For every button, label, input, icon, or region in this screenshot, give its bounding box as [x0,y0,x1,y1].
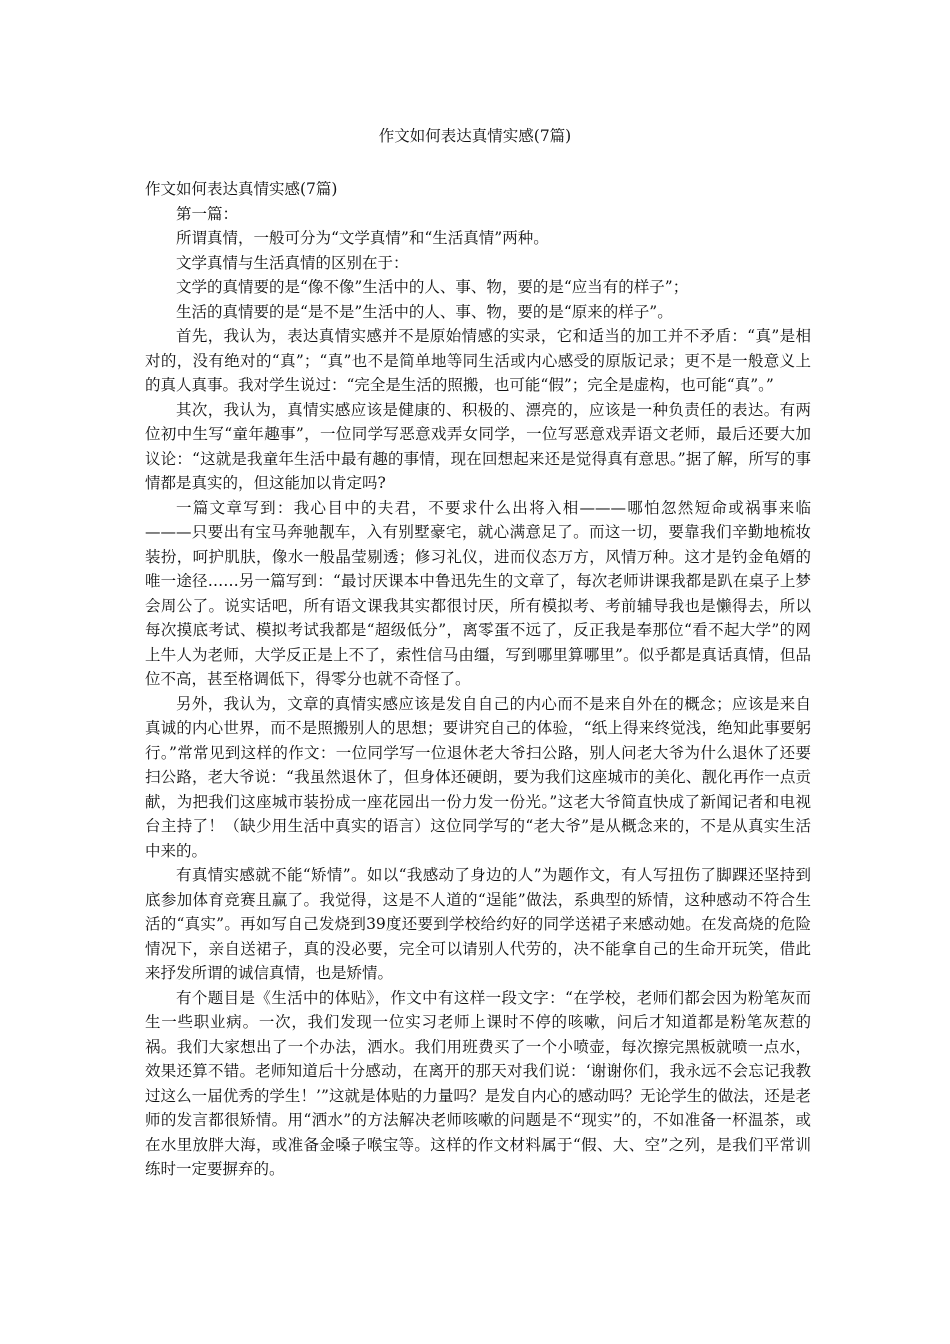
paragraph: 所谓真情，一般可分为“文学真情”和“生活真情”两种。 [176,229,549,247]
paragraph: 第一篇： [176,204,239,223]
document-heading: 作文如何表达真情实感(7篇) [145,180,338,198]
page-title: 作文如何表达真情实感(7篇) [378,127,572,145]
paragraph: 一篇文章写到：我心目中的夫君，不要求什么出将入相———哪怕忽然短命或祸事来临———只要出有宝马奔驰靓车，入有别墅豪宅，就心满意足了。而这一切，要靠我们辛勤地梳妆装扮，呵护肌肤，像水一般晶莹剔透；修习礼仪，进而仪态万方，风情万种。这才是钓金龟婿的唯一途径……另一篇写到：“最讨厌课本中鲁迅先生的文章了，每次老师讲课我都是趴在桌子上梦会周公了。说实话吧，所有语文课我其实都很讨厌，所有模拟考、考前辅导我也是懒得去，所以每次摸底考试、模拟考试我都是“超级低分”，离零蛋不远了，反正我是奉那位“看不起大学”的网上牛人为老师，大学反正是上不了，索性信马由缰，写到哪里算哪里”。似乎都是真话真情，但品位不高，甚至格调低下，得零分也就不奇怪了。 [145,498,811,688]
paragraph: 生活的真情要的是“是不是”生活中的人、事、物，要的是“原来的样子”。 [176,302,673,321]
paragraph: 文学的真情要的是“像不像”生活中的人、事、物，要的是“应当有的样子”； [176,278,689,296]
paragraph: 另外，我认为，文章的真情实感应该是发自自己的内心而不是来自外在的概念；应该是来自真诚的内心世界，而不是照搬别人的思想；要讲究自己的体验，“纸上得来终觉浅，绝知此事要躬行。”常常见到这样的作文：一位同学写一位退休老大爷扫公路，别人问老大爷为什么退休了还要扫公路，老大爷说：“我虽然退休了，但身体还硬朗，要为我们这座城市的美化、靓化再作一点贡献，为把我们这座城市装扮成一座花园出一份力发一份光。”这老大爷简直快成了新闻记者和电视台主持了！（缺少用生活中真实的语言）这位同学写的“老大爷”是从概念来的，不是从真实生活中来的。 [145,694,811,860]
paragraph: 有真情实感就不能“矫情”。如以“我感动了身边的人”为题作文，有人写扭伤了脚踝还坚持到底参加体育竞赛且赢了。我觉得，这是不人道的“逞能”做法，系典型的矫情，这种感动不符合生活的“真实”。再如写自己发烧到39度还要到学校给约好的同学送裙子来感动她。在发高烧的危险情况下，亲自送裙子，真的没必要，完全可以请别人代劳的，决不能拿自己的生命开玩笑，借此来抒发所谓的诚信真情，也是矫情。 [145,866,811,982]
paragraph: 其次，我认为，真情实感应该是健康的、积极的、漂亮的，应该是一种负责任的表达。有两位初中生写“童年趣事”，一位同学写恶意戏弄女同学，一位写恶意戏弄语文老师，最后还要大加议论：“这就是我童年生活中最有趣的事情，现在回想起来还是觉得真有意思。”据了解，所写的事情都是真实的，但这能加以肯定吗? [145,400,811,492]
paragraph: 文学真情与生活真情的区别在于： [176,253,409,272]
paragraph: 有个题目是《生活中的体贴》，作文中有这样一段文字：“在学校，老师们都会因为粉笔灰而生一些职业病。一次，我们发现一位实习老师上课时不停的咳嗽，问后才知道都是粉笔灰惹的祸。我们大家想出了一个办法，洒水。我们用班费买了一个小喷壶，每次擦完黑板就喷一点水，效果还算不错。老师知道后十分感动，在离开的那天对我们说：‘谢谢你们，我永远不会忘记我教过这么一届优秀的学生！’”这就是体贴的力量吗？是发自内心的感动吗？无论学生的做法，还是老师的发言都很矫情。用“洒水”的方法解决老师咳嗽的问题是不“现实”的，不如准备一杯温茶，或在水里放胖大海，或准备金嗓子喉宝等。这样的作文材料属于“假、大、空”之列，是我们平常训练时一定要摒弃的。 [145,988,811,1178]
document-body [145,177,811,1182]
paragraph: 首先，我认为，表达真情实感并不是原始情感的实录，它和适当的加工并不矛盾：“真”是相对的，没有绝对的“真”；“真”也不是简单地等同生活或内心感受的原版记录；更不是一般意义上的真人真事。我对学生说过：“完全是生活的照搬，也可能“假”；完全是虚构，也可能“真”。” [145,327,811,394]
